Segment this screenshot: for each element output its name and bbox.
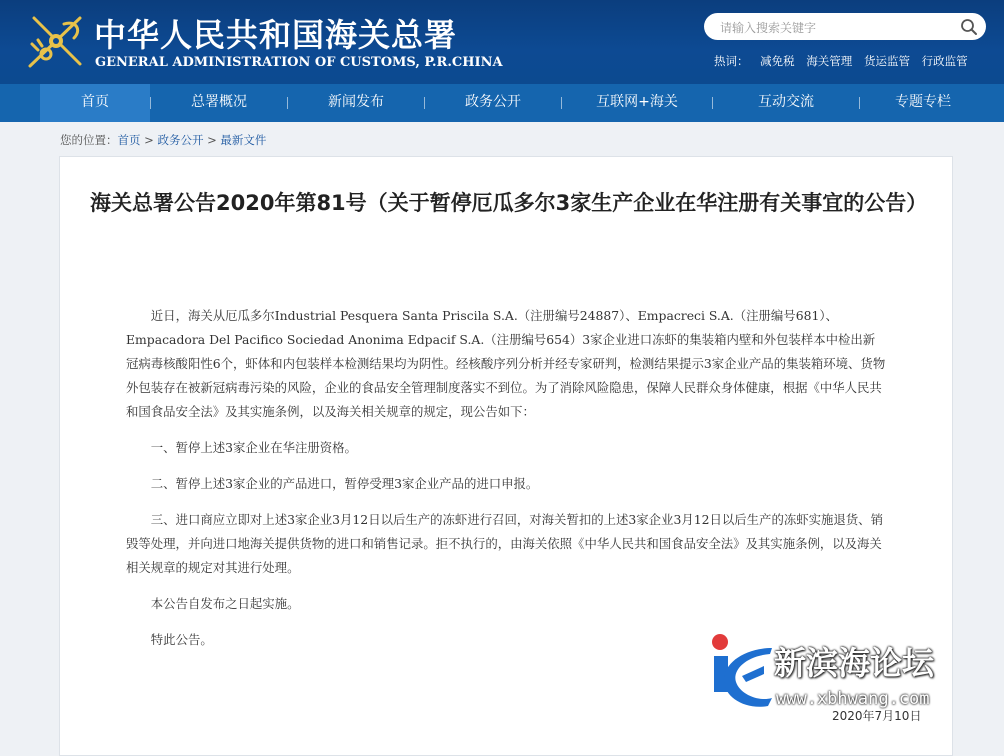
search-input[interactable] bbox=[718, 17, 952, 38]
hot-word-item[interactable]: 减免税 bbox=[760, 54, 795, 68]
breadcrumb-separator: > bbox=[144, 133, 154, 147]
search-icon[interactable] bbox=[960, 18, 978, 36]
site-name-cn: 中华人民共和国海关总署 bbox=[94, 16, 458, 54]
hot-words-label: 热词： bbox=[714, 54, 749, 68]
nav-item-news[interactable]: 新闻发布 bbox=[328, 94, 384, 110]
article-title: 海关总署公告2020年第81号（关于暂停厄瓜多尔3家生产企业在华注册有关事宜的公告） bbox=[90, 191, 928, 215]
site-name-en: GENERAL ADMINISTRATION OF CUSTOMS, P.R.CHINA bbox=[95, 55, 503, 70]
watermark-name: 新滨海论坛 bbox=[774, 644, 935, 682]
breadcrumb-link-government-affairs[interactable]: 政务公开 bbox=[157, 133, 204, 147]
breadcrumb-label: 您的位置： bbox=[60, 133, 118, 147]
article-paragraph: 近日，海关从厄瓜多尔Industrial Pesquera Santa Priscila S.A.（注册编号24887）、Empacreci S.A.（注册编号681）、Empacadora Del Pacifico Sociedad Anonima Edpacif S.A.（注册编号654）3家企业进口冻虾的集装箱内壁和外包装样本中检出新冠病毒核酸阳性6个，虾体和内包装样本检测结果均为阴性。经核酸序列分析并经专家研判，检测结果提示3家企业产品的集装箱环境、货物外包装存在被新冠病毒污染的风险，企业的食品安全管理制度落实不到位。为了消除风险隐患，保障人民群众身体健康，根据《中华人民共和国食品安全法》及其实施条例，以及海关相关规章的规定，现公告如下： bbox=[126, 308, 886, 419]
article-paragraph: 一、暂停上述3家企业在华注册资格。 bbox=[150, 440, 357, 455]
watermark-url: www.xbhwang.com bbox=[776, 689, 930, 709]
main-nav bbox=[0, 84, 1004, 122]
customs-emblem-icon[interactable] bbox=[24, 10, 88, 72]
breadcrumb-link-home[interactable]: 首页 bbox=[117, 133, 141, 147]
article-date: 2020年7月10日 bbox=[832, 709, 922, 723]
hot-word-item[interactable]: 货运监管 bbox=[863, 54, 910, 68]
breadcrumb bbox=[60, 132, 266, 148]
nav-item-government-affairs[interactable]: 政务公开 bbox=[465, 94, 521, 110]
nav-item-special-topics[interactable]: 专题专栏 bbox=[895, 94, 951, 110]
hot-word-item[interactable]: 海关管理 bbox=[806, 54, 853, 68]
article-paragraph: 三、进口商应立即对上述3家企业3月12日以后生产的冻虾进行召回，对海关暂扣的上述3家企业3月12日以后生产的冻虾实施退货、销毁等处理，并向进口地海关提供货物的进口和销售记录。拒不执行的，由海关依照《中华人民共和国食品安全法》及其实施条例，以及海关相关规章的规定对其进行处理。 bbox=[126, 512, 883, 575]
nav-item-internet-plus[interactable]: 互联网+海关 bbox=[596, 94, 678, 110]
nav-item-home[interactable]: 首页 bbox=[40, 84, 150, 122]
article-paragraph: 二、暂停上述3家企业的产品进口，暂停受理3家企业产品的进口申报。 bbox=[150, 476, 539, 491]
search-box bbox=[704, 13, 986, 40]
breadcrumb-link-latest-files[interactable]: 最新文件 bbox=[220, 133, 267, 147]
site-header bbox=[0, 0, 1004, 84]
nav-item-interaction[interactable]: 互动交流 bbox=[758, 94, 814, 110]
hot-words bbox=[714, 53, 976, 69]
xbh-logo-icon bbox=[706, 632, 776, 710]
article-paragraph: 本公告自发布之日起实施。 bbox=[150, 596, 300, 611]
article-body bbox=[126, 304, 886, 664]
article-paragraph: 特此公告。 bbox=[150, 632, 213, 647]
breadcrumb-separator: > bbox=[207, 133, 217, 147]
hot-word-item[interactable]: 行政监管 bbox=[921, 54, 968, 68]
nav-item-overview[interactable]: 总署概况 bbox=[191, 94, 247, 110]
